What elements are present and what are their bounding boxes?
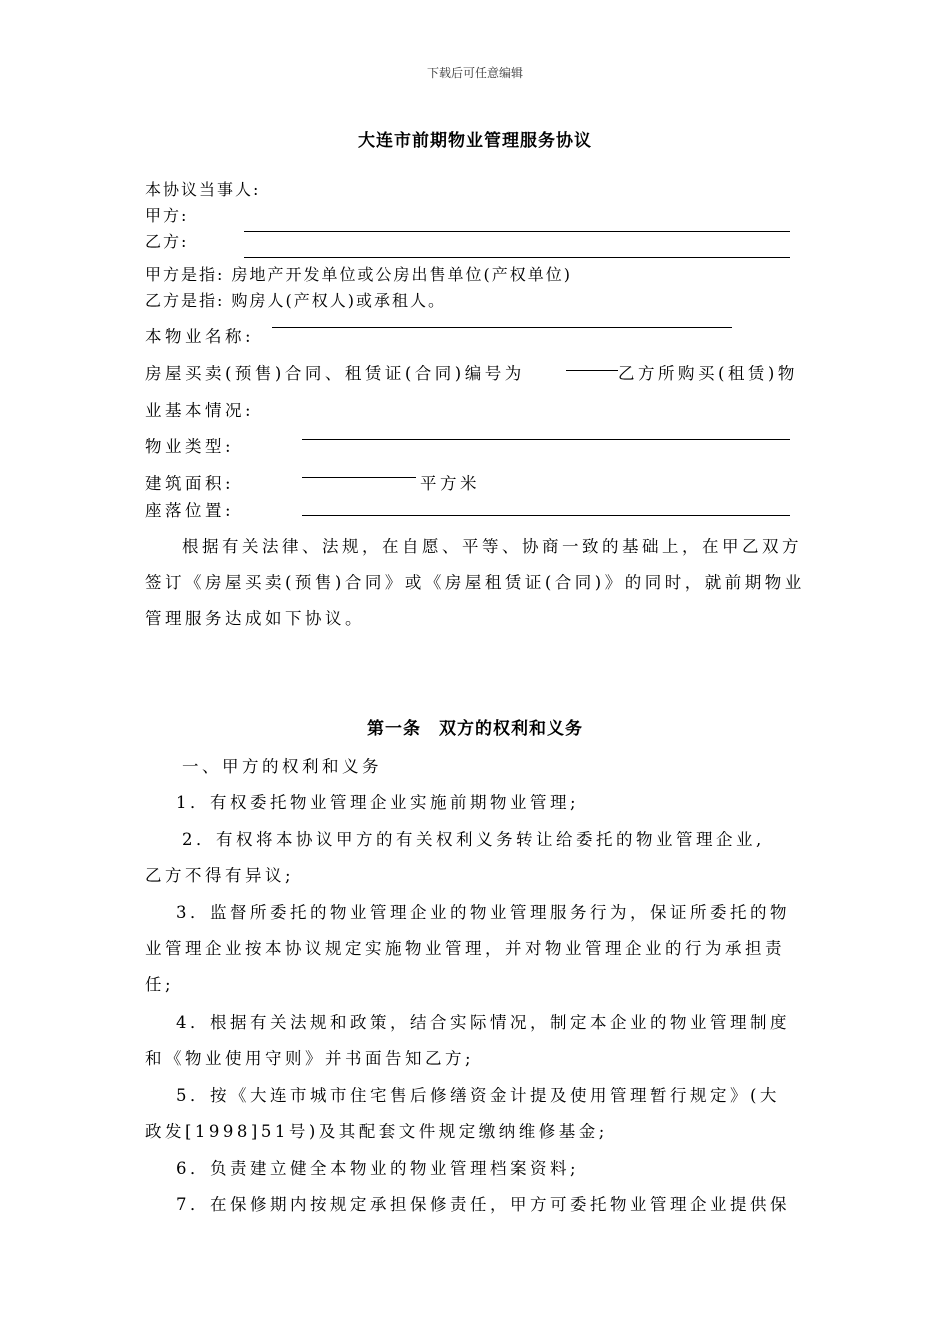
preamble-line-2: 签订《房屋买卖(预售)合同》或《房屋租赁证(合同)》的同时，就前期物业 <box>145 573 805 592</box>
party-b-definition: 乙方是指: 购房人(产权人)或承租人。 <box>145 291 446 310</box>
article-1-item-4: 4．根据有关法规和政策，结合实际情况，制定本企业的物业管理制度 <box>176 1013 790 1032</box>
contract-number-text-cont: 乙方所购买(租赁)物 <box>618 364 798 383</box>
preamble-line-1: 根据有关法律、法规，在自愿、平等、协商一致的基础上，在甲乙双方 <box>182 537 802 556</box>
building-area-blank-line <box>302 477 416 478</box>
document-title: 大连市前期物业管理服务协议 <box>358 131 592 151</box>
party-b-label: 乙方: <box>145 232 189 251</box>
article-1-title: 第一条 双方的权利和义务 <box>367 719 583 739</box>
party-a-definition: 甲方是指: 房地产开发单位或公房出售单位(产权单位) <box>145 265 572 284</box>
area-unit: 平方米 <box>420 474 480 493</box>
article-1-item-3-end: 任; <box>145 975 175 994</box>
article-1-subheading: 一、甲方的权利和义务 <box>182 757 382 776</box>
article-1-item-5-cont: 政发[1998]51号)及其配套文件规定缴纳维修基金; <box>145 1122 608 1141</box>
article-1-item-3: 3．监督所委托的物业管理企业的物业管理服务行为，保证所委托的物 <box>176 903 790 922</box>
property-type-blank-line <box>302 439 790 440</box>
article-1-item-5: 5．按《大连市城市住宅售后修缮资金计提及使用管理暂行规定》(大 <box>176 1086 780 1105</box>
property-name-blank-line <box>272 327 732 328</box>
contract-number-text: 房屋买卖(预售)合同、租赁证(合同)编号为 <box>145 364 525 383</box>
article-1-item-6: 6．负责建立健全本物业的物业管理档案资料; <box>176 1159 580 1178</box>
article-1-item-4-cont: 和《物业使用守则》并书面告知乙方; <box>145 1049 475 1068</box>
party-a-blank-line <box>244 231 790 232</box>
parties-intro: 本协议当事人: <box>145 180 261 199</box>
building-area-label: 建筑面积: <box>145 474 235 493</box>
location-label: 座落位置: <box>145 501 235 520</box>
contract-number-blank-line <box>566 370 618 371</box>
page-header: 下载后可任意编辑 <box>426 66 523 80</box>
basic-info-label: 业基本情况: <box>145 401 255 420</box>
article-1-item-2-cont: 乙方不得有异议; <box>145 866 295 885</box>
article-1-item-7: 7．在保修期内按规定承担保修责任，甲方可委托物业管理企业提供保 <box>176 1195 790 1214</box>
article-1-item-1: 1．有权委托物业管理企业实施前期物业管理; <box>176 793 580 812</box>
property-type-label: 物业类型: <box>145 437 235 456</box>
article-1-item-3-cont: 业管理企业按本协议规定实施物业管理，并对物业管理企业的行为承担责 <box>145 939 785 958</box>
property-name-label: 本物业名称: <box>145 327 255 346</box>
article-1-item-2: 2．有权将本协议甲方的有关权利义务转让给委托的物业管理企业, <box>182 830 765 849</box>
party-a-label: 甲方: <box>145 206 189 225</box>
party-b-blank-line <box>244 257 790 258</box>
location-blank-line <box>302 515 790 516</box>
preamble-line-3: 管理服务达成如下协议。 <box>145 609 365 628</box>
